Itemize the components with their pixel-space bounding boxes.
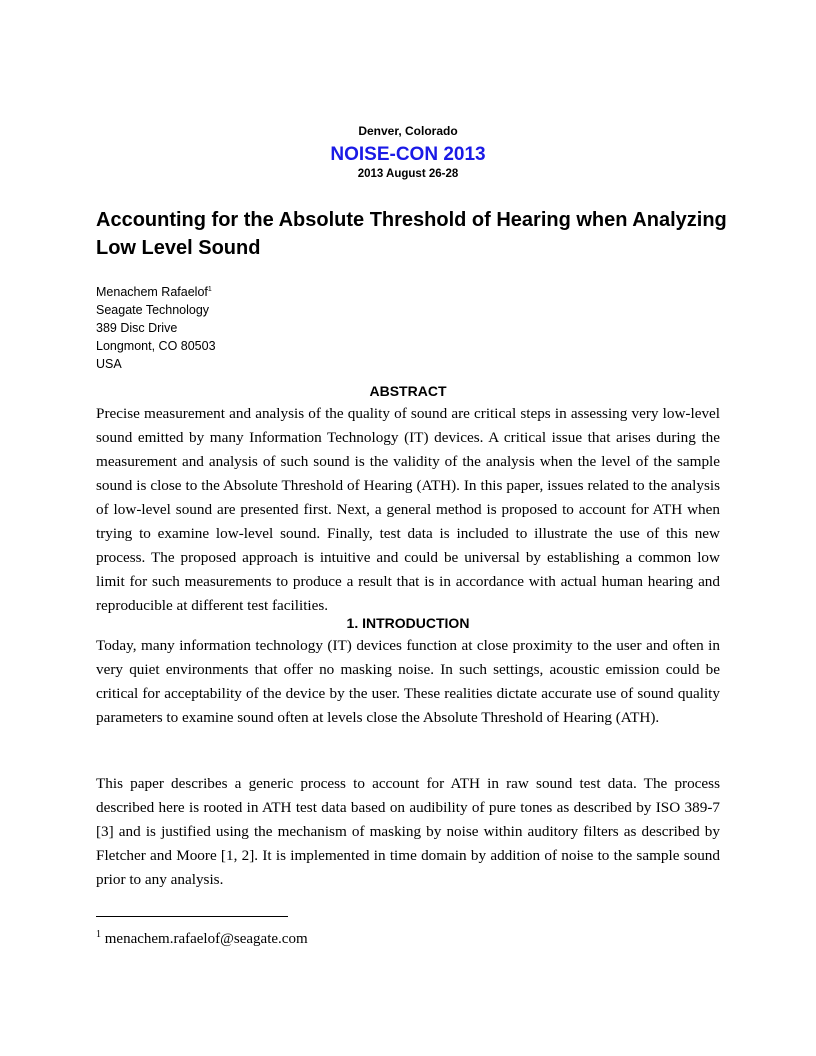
author-city: Longmont, CO 80503 [96,339,216,353]
author-street: 389 Disc Drive [96,321,178,335]
paper-title: Accounting for the Absolute Threshold of Hearing when Analyzing Low Level Sound [96,209,727,259]
conference-header [0,124,816,181]
conference-dates: 2013 August 26-28 [357,168,459,180]
author-country: USA [96,357,122,371]
author-block [96,283,216,373]
author-name: Menachem Rafaelof [96,285,208,299]
conference-name: NOISE-CON 2013 [330,144,486,165]
footnote-email: menachem.rafaelof@seagate.com [104,931,308,947]
introduction-paragraph: This paper describes a generic process to account for ATH in raw sound test data. The process described here is rooted in ATH test data based on audibility of pure tones as described by ISO 389-7 [3] and is justified using the mechanism of masking by noise within auditory filters as described by Fletcher and Moore [1, 2]. It is implemented in time domain by addition of noise to the sample sound prior to any analysis. [96,775,720,888]
author-line [96,283,216,301]
introduction-paragraph: Today, many information technology (IT) devices function at close proximity to the user and often in very quiet environments that offer no masking noise. In such settings, acoustic emission could be critical for acceptability of the device by the user. These realities dictate accurate use of sound quality parameters to examine sound often at levels close the Absolute Threshold of Hearing (ATH). [96,637,720,726]
footnote-mark: 1 [96,929,101,940]
footnote [96,925,308,949]
abstract-text: Precise measurement and analysis of the quality of sound are critical steps in assessing very low-level sound emitted by many Information Technology (IT) devices. A critical issue that arises during the measurement and analysis of such sound is the validity of the analysis when the level of the sample sound is close to the Absolute Threshold of Hearing (ATH). In this paper, issues related to the analysis of low-level sound are presented first. Next, a general method is proposed to account for ATH when trying to examine low-level sound. Finally, test data is included to illustrate the use of this new process. The proposed approach is intuitive and could be universal by establishing a common low limit for such measurements to produce a result that is in accordance with actual human hearing and reproducible at different test facilities. [96,405,720,614]
author-affiliation: Seagate Technology [96,303,210,317]
conference-location: Denver, Colorado [358,124,458,138]
footnote-divider [96,916,288,917]
author-footnote-mark: 1 [207,285,212,293]
abstract-heading: ABSTRACT [369,383,447,399]
introduction-heading: 1. INTRODUCTION [346,615,470,631]
